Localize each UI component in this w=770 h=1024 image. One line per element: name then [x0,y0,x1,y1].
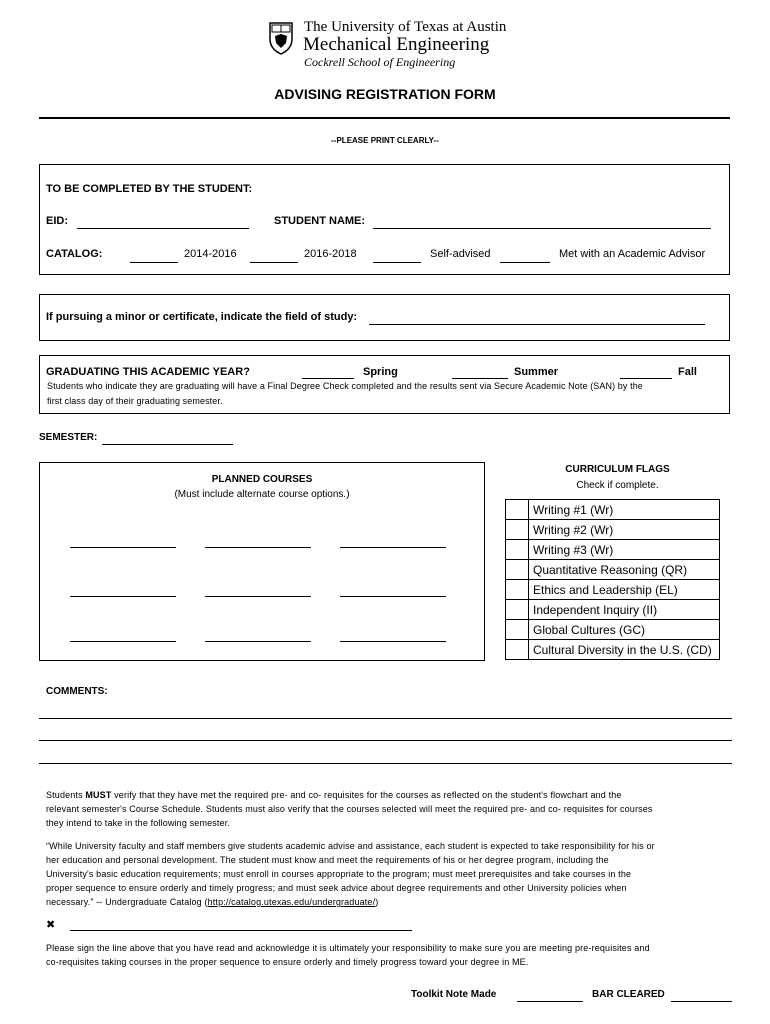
flag-label: Global Cultures (GC) [529,620,720,640]
course-field[interactable] [70,641,176,642]
print-note: --PLEASE PRINT CLEARLY-- [331,136,439,145]
flag-row [506,560,720,580]
student-name-label: STUDENT NAME: [274,215,366,227]
course-field[interactable] [205,547,311,548]
course-field[interactable] [205,596,311,597]
catalog-checkbox-2016[interactable] [250,262,298,263]
flag-row [506,540,720,560]
catalog-checkbox-2014[interactable] [130,262,178,263]
eid-field[interactable] [77,228,249,229]
flag-row [506,600,720,620]
graduating-checkbox-fall[interactable] [620,378,672,379]
flag-checkbox[interactable] [506,560,529,580]
course-field[interactable] [340,596,446,597]
course-field[interactable] [340,547,446,548]
flag-label: Writing #1 (Wr) [529,500,720,520]
catalog-option-2016: 2016-2018 [304,248,357,260]
flag-label: Cultural Diversity in the U.S. (CD) [529,640,720,660]
flag-checkbox[interactable] [506,520,529,540]
comments-line[interactable] [39,763,732,764]
graduating-checkbox-spring[interactable] [302,378,354,379]
course-field[interactable] [70,596,176,597]
graduating-option-summer: Summer [514,366,559,378]
semester-field[interactable] [102,444,233,445]
catalog-link[interactable]: http://catalog.utexas.edu/undergraduate/ [207,897,376,907]
flag-checkbox[interactable] [506,620,529,640]
flag-row [506,620,720,640]
semester-label: SEMESTER: [39,432,98,443]
flag-checkbox[interactable] [506,540,529,560]
catalog-label: CATALOG: [46,248,103,260]
catalog-option-advisor: Met with an Academic Advisor [559,248,706,260]
flag-row [506,640,720,660]
verify-paragraph: Students MUST verify that they have met the required pre- and co- requisites for the courses as reflected on the student's flowchart and the relevant semester's Course Schedule. Students must also verify that the courses selected will meet the required pre- and co- requisites for courses they intend to take in the following semester. [46,790,653,828]
must-emphasis: MUST [85,790,112,800]
comments-line[interactable] [39,718,732,719]
student-name-field[interactable] [373,228,711,229]
catalog-quote: “While University faculty and staff members give students academic advise and assistance, each student is expected to take responsibility for his or her education and personal development. The student must know and meet the requirements of his or her degree program, including the University's basic education requirements; must enroll in courses appropriate to the program; must meet prerequisites and take courses in the proper sequence to ensure orderly and timely progress; and must seek advice about degree requirements and other University policies when necessary.” -- Undergraduate Catalog (http://catalog.utexas.edu/undergraduate/) [46,841,655,907]
flag-row [506,520,720,540]
comments-label: COMMENTS: [46,686,108,697]
comments-line[interactable] [39,740,732,741]
flag-label: Writing #2 (Wr) [529,520,720,540]
graduating-label: GRADUATING THIS ACADEMIC YEAR? [46,366,250,378]
ut-seal-icon [268,21,294,55]
catalog-option-self-advised: Self-advised [430,248,491,260]
toolkit-note-label: Toolkit Note Made [411,989,497,1000]
curriculum-flags-table [505,499,720,660]
planned-courses-subtitle: (Must include alternate course options.) [174,489,350,500]
signature-x-icon: ✖ [46,919,56,931]
course-field[interactable] [70,547,176,548]
university-name: The University of Texas at Austin [304,19,507,35]
flag-label: Independent Inquiry (II) [529,600,720,620]
student-section-heading: TO BE COMPLETED BY THE STUDENT: [46,183,253,195]
flag-checkbox[interactable] [506,640,529,660]
flag-checkbox[interactable] [506,500,529,520]
flag-checkbox[interactable] [506,580,529,600]
eid-label: EID: [46,215,68,227]
curriculum-flags-subtitle: Check if complete. [576,480,659,491]
flag-row [506,580,720,600]
flag-row [506,500,720,520]
catalog-checkbox-self-advised[interactable] [373,262,421,263]
title-rule [39,117,730,119]
course-field[interactable] [340,641,446,642]
flag-label: Quantitative Reasoning (QR) [529,560,720,580]
flag-checkbox[interactable] [506,600,529,620]
planned-courses-title: PLANNED COURSES [211,474,313,485]
form-title: ADVISING REGISTRATION FORM [274,86,496,102]
minor-label: If pursuing a minor or certificate, indicate the field of study: [46,311,358,323]
flag-label: Ethics and Leadership (EL) [529,580,720,600]
bar-cleared-label: BAR CLEARED [592,989,665,1000]
curriculum-flags-title: CURRICULUM FLAGS [565,464,670,475]
department-name: Mechanical Engineering [303,34,490,55]
catalog-option-2014: 2014-2016 [184,248,237,260]
school-name: Cockrell School of Engineering [304,55,456,69]
signature-line[interactable] [70,930,412,931]
graduating-note-line1: Students who indicate they are graduating will have a Final Degree Check completed and the results sent via Secure Academic Note (SAN) by the [47,381,643,391]
toolkit-note-field[interactable] [517,1001,583,1002]
catalog-checkbox-advisor[interactable] [500,262,550,263]
bar-cleared-field[interactable] [671,1001,732,1002]
minor-field[interactable] [369,324,705,325]
flag-label: Writing #3 (Wr) [529,540,720,560]
graduating-checkbox-summer[interactable] [452,378,508,379]
course-field[interactable] [205,641,311,642]
graduating-option-fall: Fall [678,366,697,378]
graduating-option-spring: Spring [363,366,398,378]
acknowledge-paragraph: Please sign the line above that you have read and acknowledge it is ultimately your responsibility to make sure you are meeting pre-requisites and co-requisites taking courses in the proper sequence to ensure orderly and timely progress toward your degree in ME. [46,943,650,967]
graduating-note-line2: first class day of their graduating semester. [47,396,223,406]
